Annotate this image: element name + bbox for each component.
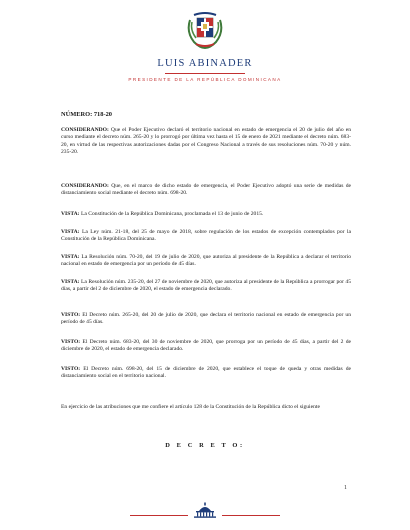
paragraph-vista-2 <box>61 229 351 244</box>
paragraph-text: La Ley núm. 21-18, del 25 de mayo de 2018, sobre regulación de los estados de excepción contemplados por la Constitución de la República Dominicana. <box>61 229 351 243</box>
coat-of-arms-icon <box>186 10 224 50</box>
paragraph-lead: CONSIDERANDO: <box>61 127 109 133</box>
paragraph-text: El Decreto núm. 698-20, del 15 de diciembre de 2020, que establece el toque de queda y otras medidas de distanciamiento social en el territorio nacional. <box>61 366 351 380</box>
paragraph-text: La Constitución de la República Dominicana, proclamada el 13 de junio de 2015. <box>79 211 264 217</box>
paragraph-vista-1 <box>61 211 351 218</box>
paragraph-lead: CONSIDERANDO: <box>61 183 109 189</box>
national-palace-icon <box>192 502 218 518</box>
paragraph-visto-3 <box>61 366 351 381</box>
paragraph-lead: VISTA: <box>61 229 80 235</box>
paragraph-lead: VISTA: <box>61 254 80 260</box>
president-subtitle: PRESIDENTE DE LA REPÚBLICA DOMINICANA <box>128 77 282 82</box>
paragraph-text: La Resolución núm. 235-20, del 27 de noviembre de 2020, que autoriza al presidente de la República a prorrogar por 45 días, a partir del 2 de diciembre de 2020, el estado de emergencia declarado. <box>61 279 351 293</box>
paragraph-lead: VISTO: <box>61 312 81 318</box>
decree-number <box>61 111 112 118</box>
paragraph-lead: VISTO: <box>61 339 81 345</box>
president-name: LUIS ABINADER <box>157 58 253 69</box>
header-divider <box>165 73 245 74</box>
paragraph-considerando-2 <box>61 183 351 198</box>
decreto-heading: D E C R E T O: <box>165 442 245 449</box>
paragraph-vista-4 <box>61 279 351 294</box>
footer-divider-right <box>222 515 280 516</box>
paragraph-visto-1 <box>61 312 351 327</box>
paragraph-lead: VISTA: <box>61 211 80 217</box>
paragraph-lead: VISTA: <box>61 279 80 285</box>
paragraph-text: Que, en el marco de dicho estado de emergencia, el Poder Ejecutivo adoptó una serie de medidas de distanciamiento social mediante el decreto núm. 698-20. <box>61 183 351 197</box>
paragraph-text: Que el Poder Ejecutivo declaró el territorio nacional en estado de emergencia el 20 de julio del año en curso mediante el decreto núm. 265-20 y lo prorrogó por última vez hasta el 15 de enero de 2021 mediante el decreto núm. 683-20, en virtud de las respectivas autorizaciones dadas por el Congreso Nacional a través de sus resoluciones núm. 70-20 y núm. 235-20. <box>61 127 351 155</box>
paragraph-enactment <box>61 404 351 411</box>
paragraph-text: La Resolución núm. 70-20, del 19 de julio de 2020, que autoriza al presidente de la República a declarar el territorio nacional en estado de emergencia por un período de 45 días. <box>61 254 351 268</box>
paragraph-vista-3 <box>61 254 351 269</box>
decree-number-value: 718-20 <box>93 111 112 118</box>
paragraph-considerando-1 <box>61 127 351 156</box>
paragraph-text: El Decreto núm. 683-20, del 30 de noviembre de 2020, que prorroga por un período de 45 días, a partir del 2 de diciembre de 2020, el estado de emergencia declarado. <box>61 339 351 353</box>
paragraph-text: En ejercicio de las atribuciones que me confiere el artículo 128 de la Constitución de la República dicto el siguiente <box>61 404 320 410</box>
page-number: 1 <box>344 485 347 491</box>
paragraph-text: El Decreto núm. 265-20, del 20 de julio de 2020, que declara el territorio nacional en estado de emergencia por un período de 45 días. <box>61 312 351 326</box>
paragraph-visto-2 <box>61 339 351 354</box>
paragraph-lead: VISTO: <box>61 366 81 372</box>
footer-divider-left <box>130 515 188 516</box>
decree-number-label: NÚMERO: <box>61 111 93 118</box>
